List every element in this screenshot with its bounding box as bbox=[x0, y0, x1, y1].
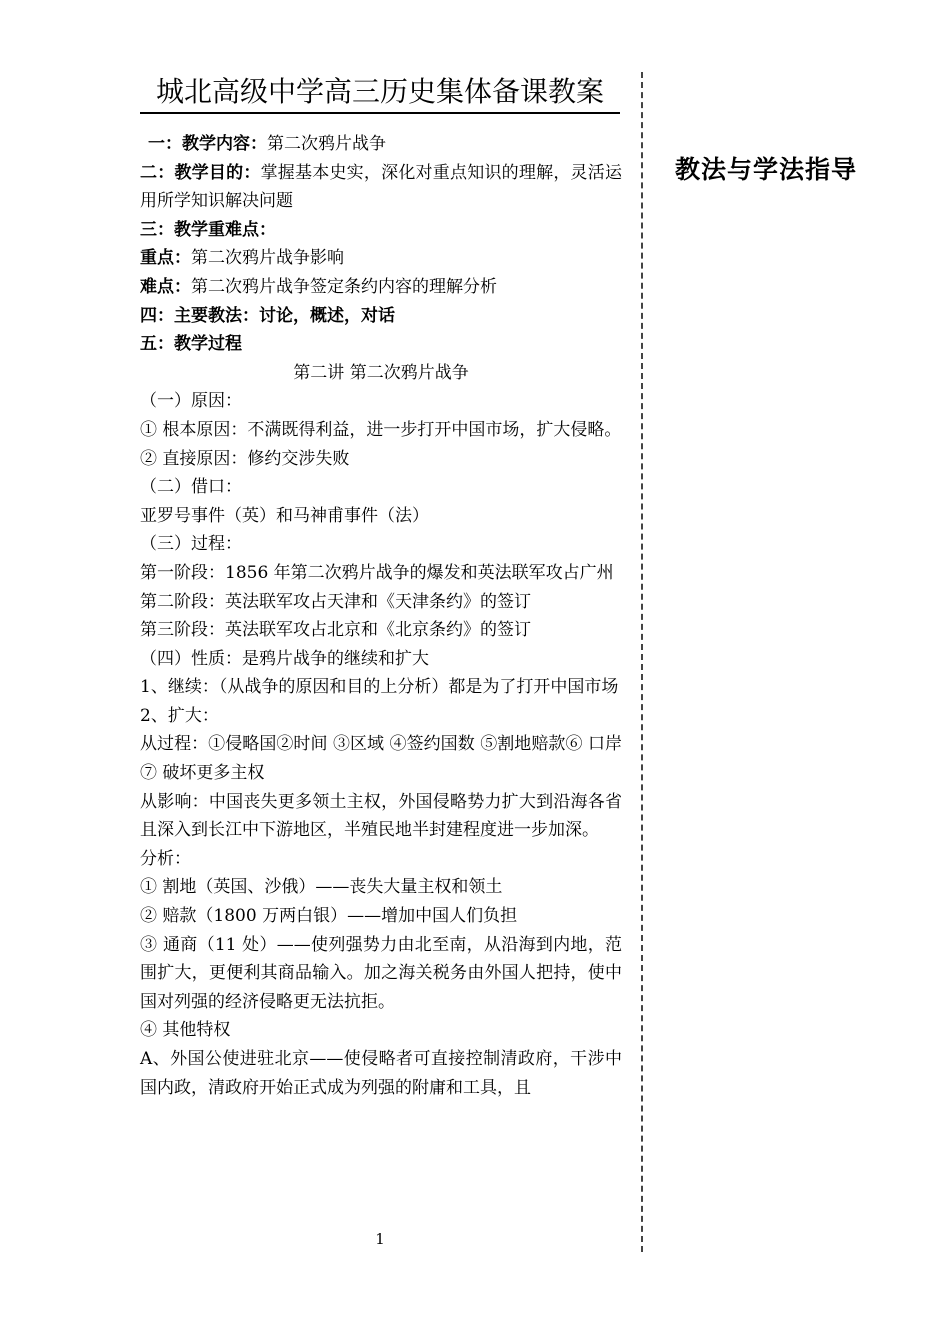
paragraph: ① 根本原因：不满既得利益，进一步打开中国市场，扩大侵略。 bbox=[140, 419, 622, 440]
key-point: 重点：第二次鸦片战争影响 bbox=[140, 248, 344, 269]
key-points-heading: 三：教学重难点： bbox=[140, 219, 276, 240]
teaching-process-heading: 五：教学过程 bbox=[140, 334, 242, 355]
paragraph: （一）原因： bbox=[140, 391, 242, 412]
paragraph: 分析： bbox=[140, 848, 191, 869]
paragraph: ① 割地（英国、沙俄）——丧失大量主权和领土 bbox=[140, 877, 503, 898]
paragraph: ② 直接原因：修约交涉失败 bbox=[140, 448, 350, 469]
lesson-plan-body bbox=[140, 130, 622, 1102]
paragraph: 亚罗号事件（英）和马神甫事件（法） bbox=[140, 505, 429, 526]
paragraph: （四）性质：是鸦片战争的继续和扩大 bbox=[140, 648, 429, 669]
paragraph: 第三阶段：英法联军攻占北京和《北京条约》的签订 bbox=[140, 620, 531, 641]
paragraph: （二）借口： bbox=[140, 477, 242, 498]
paragraph: ④ 其他特权 bbox=[140, 1020, 231, 1041]
paragraph: 从影响：中国丧失更多领土主权，外国侵略势力扩大到沿海各省且深入到长江中下游地区，半殖民地半封建程度进一步加深。 bbox=[140, 791, 622, 841]
paragraph: （三）过程： bbox=[140, 534, 242, 555]
paragraph: 1、继续：（从战争的原因和目的上分析）都是为了打开中国市场 bbox=[140, 677, 619, 698]
sidebar-heading: 教法与学法指导 bbox=[675, 155, 858, 184]
document-title: 城北高级中学高三历史集体备课教案 bbox=[140, 72, 620, 114]
column-divider bbox=[641, 72, 643, 1252]
paragraph: 第二阶段：英法联军攻占天津和《天津条约》的签订 bbox=[140, 591, 531, 612]
paragraph: ③ 通商（11 处）——使列强势力由北至南，从沿海到内地，范围扩大，更便利其商品输入。加之海关税务由外国人把持，使中国对列强的经济侵略更无法抗拒。 bbox=[140, 934, 622, 1012]
paragraph: A、外国公使进驻北京——使侵略者可直接控制清政府，干涉中国内政，清政府开始正式成为列强的附庸和工具，且 bbox=[140, 1049, 622, 1098]
difficult-point: 难点：第二次鸦片战争签定条约内容的理解分析 bbox=[140, 276, 497, 297]
teaching-method: 四：主要教法：讨论，概述，对话 bbox=[140, 305, 395, 326]
lecture-title: 第二讲 第二次鸦片战争 bbox=[293, 362, 469, 383]
teaching-content: 一：教学内容：第二次鸦片战争 bbox=[148, 134, 386, 154]
paragraph: 2、扩大： bbox=[140, 705, 219, 726]
paragraph: 从过程：①侵略国②时间 ③区域 ④签约国数 ⑤割地赔款⑥ 口岸⑦ 破坏更多主权 bbox=[140, 734, 622, 784]
paragraph: 第一阶段：1856 年第二次鸦片战争的爆发和英法联军攻占广州 bbox=[140, 562, 614, 583]
teaching-goal: 二：教学目的：掌握基本史实，深化对重点知识的理解，灵活运用所学知识解决问题 bbox=[140, 162, 623, 212]
page-number: 1 bbox=[375, 1230, 385, 1248]
paragraph: ② 赔款（1800 万两白银）——增加中国人们负担 bbox=[140, 906, 518, 927]
